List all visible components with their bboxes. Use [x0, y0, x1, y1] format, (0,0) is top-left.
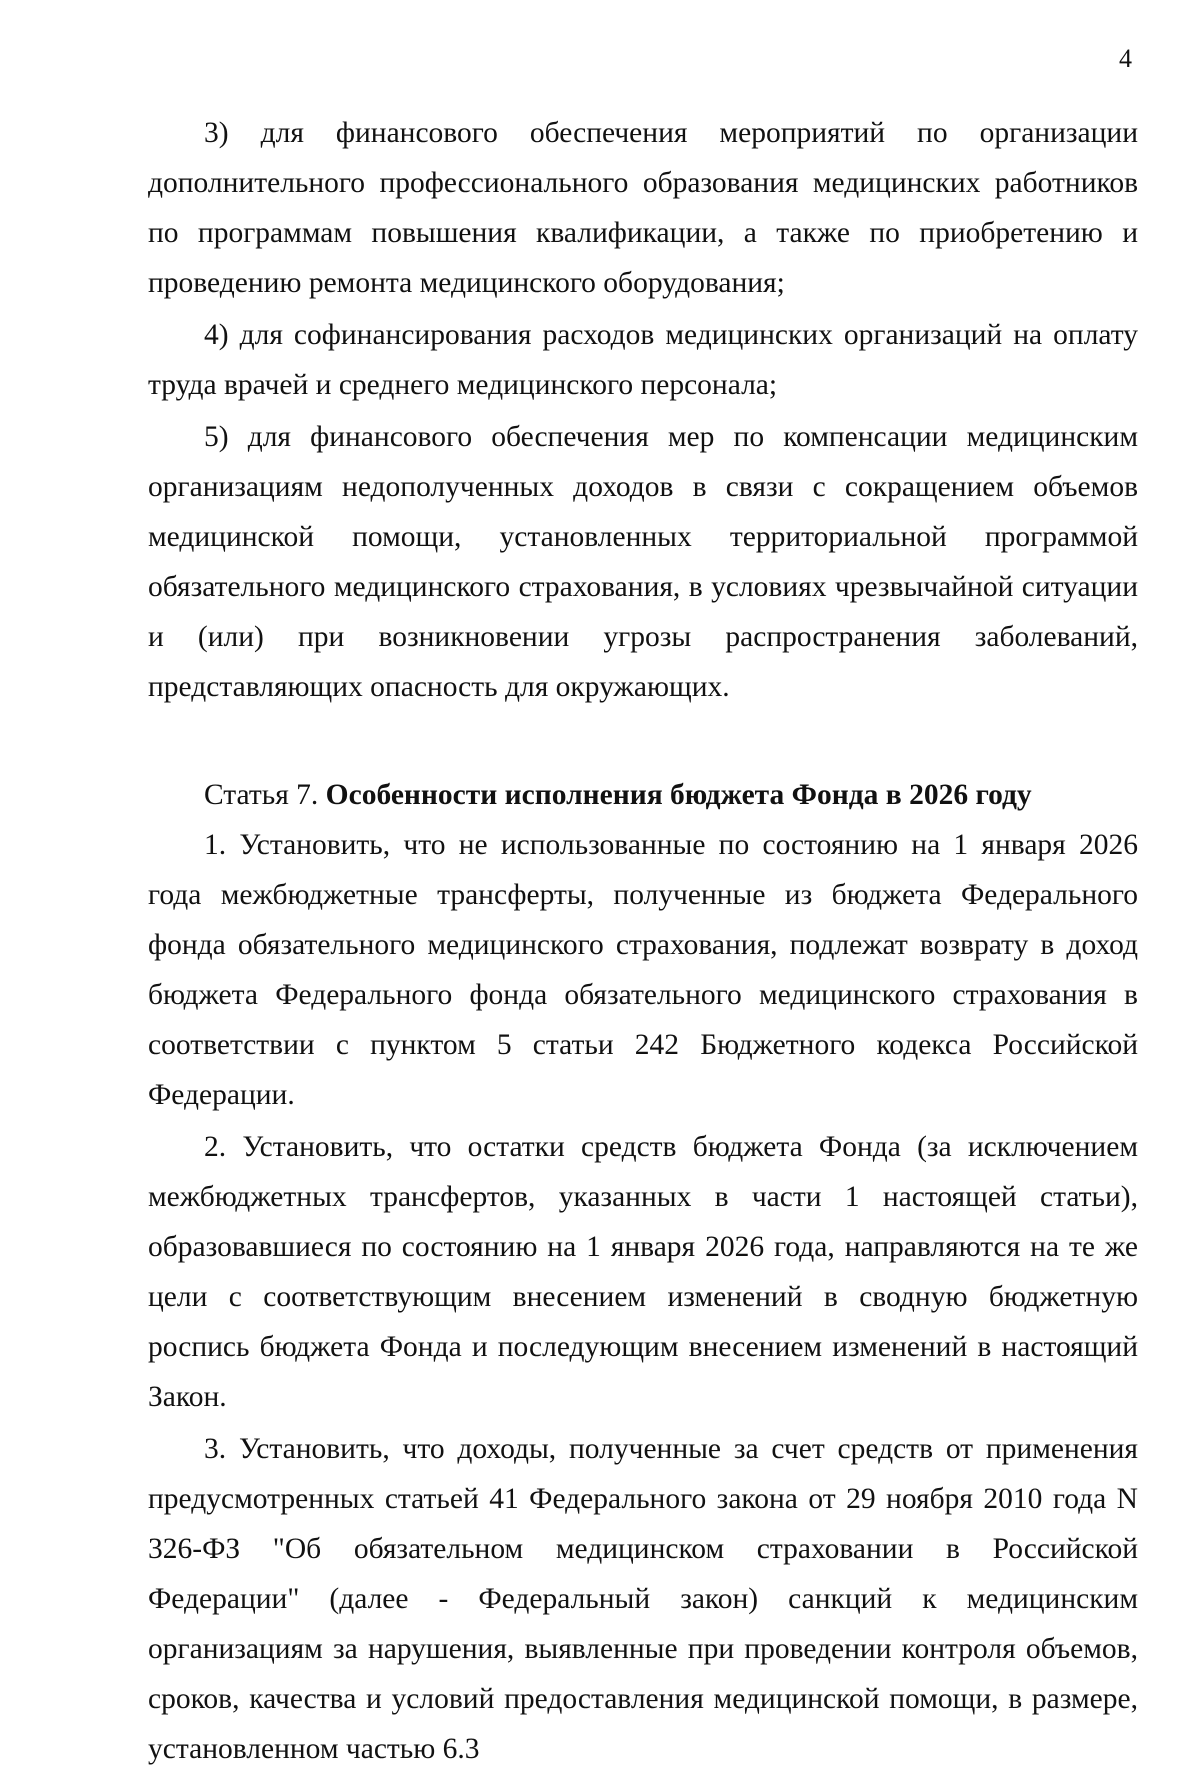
article-heading — [148, 770, 1138, 820]
paragraph-item-5: 5) для финансового обеспечения мер по компенсации медицинским организациям недополученных доходов в связи с сокращением объемов медицинской помощи, установленных территориальной программой обязательного медицинского страхования, в условиях чрезвычайной ситуации и (или) при возникновении угрозы распространения заболеваний, представляющих опасность для окружающих. — [148, 421, 1138, 703]
document-body — [148, 108, 1138, 1774]
article-title: Особенности исполнения бюджета Фонда в 2026 году — [325, 779, 1032, 811]
article-prefix: Статья 7. — [204, 779, 319, 811]
page-number: 4 — [1119, 44, 1132, 73]
article-part-2: 2. Установить, что остатки средств бюджета Фонда (за исключением межбюджетных трансфертов, указанных в части 1 настоящей статьи), образовавшиеся по состоянию на 1 января 2026 года, направляются на те же цели с соответствующим внесением изменений в сводную бюджетную роспись бюджета Фонда и последующим внесением изменений в настоящий Закон. — [148, 1131, 1138, 1413]
paragraph-item-4: 4) для софинансирования расходов медицинских организаций на оплату труда врачей и среднего медицинского персонала; — [148, 319, 1138, 401]
article-part-1: 1. Установить, что не использованные по состоянию на 1 января 2026 года межбюджетные трансферты, полученные из бюджета Федерального фонда обязательного медицинского страхования, подлежат возврату в доход бюджета Федерального фонда обязательного медицинского страхования в соответствии с пунктом 5 статьи 242 Бюджетного кодекса Российской Федерации. — [148, 829, 1138, 1111]
paragraph-item-3: 3) для финансового обеспечения мероприятий по организации дополнительного профессионального образования медицинских работников по программам повышения квалификации, а также по приобретению и проведению ремонта медицинского оборудования; — [148, 117, 1138, 299]
article-part-3: 3. Установить, что доходы, полученные за счет средств от применения предусмотренных статьей 41 Федерального закона от 29 ноября 2010 года N 326-ФЗ "Об обязательном медицинском страховании в Российской Федерации" (далее - Федеральный закон) санкций к медицинским организациям за нарушения, выявленные при проведении контроля объемов, сроков, качества и условий предоставления медицинской помощи, в размере, установленном частью 6.3 — [148, 1433, 1138, 1765]
